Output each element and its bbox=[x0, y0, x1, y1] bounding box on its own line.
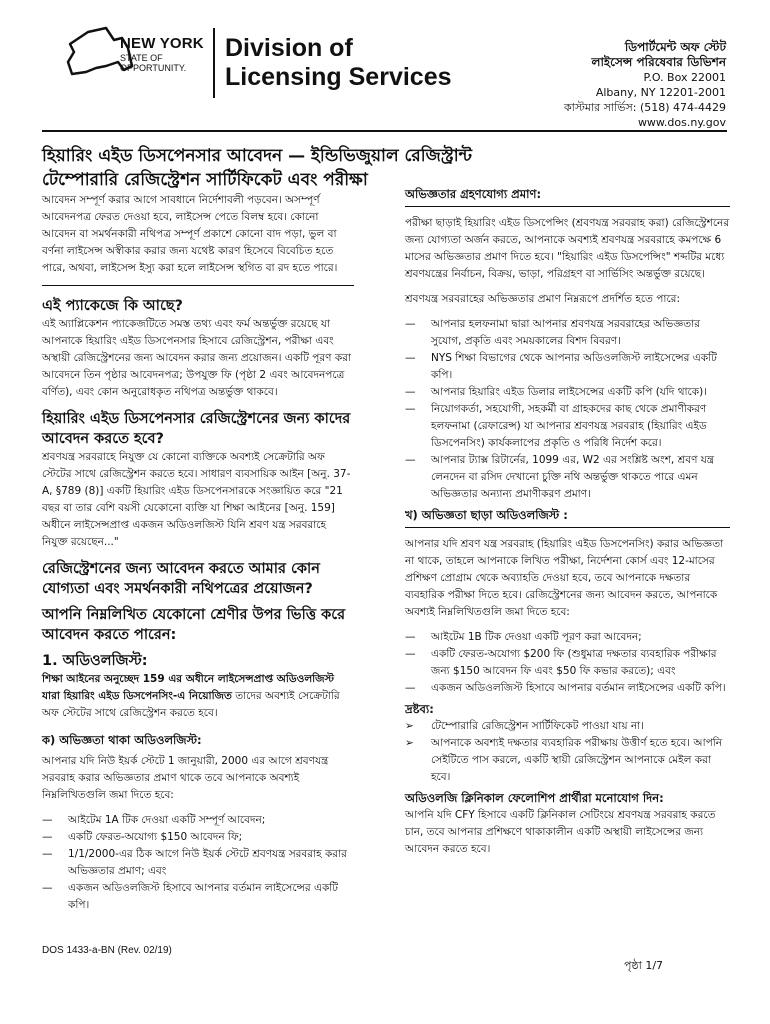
ka-list bbox=[42, 812, 354, 914]
ka-heading: ক) অভিজ্ঞতা থাকা অডিওলজিস্ট: bbox=[42, 733, 202, 747]
audiologist-heading: 1. অডিওলজিস্ট: bbox=[42, 653, 148, 669]
list-item: ➢ আপনাকে অবশ্যই দক্ষতার ব্যবহারিক পরীক্ষায় উত্তীর্ণ হতে হবে। আপনি সেইটিতে পাস করলে, একটি স্থায়ী রেজিস্ট্রেশন আপনাকে মেইল করা হবে। bbox=[405, 737, 723, 783]
kha-list bbox=[405, 629, 730, 697]
intro-paragraph: আবেদন সম্পূর্ণ করার আগে সাবধানে নির্দেশাবলী পড়বেন। অসম্পূর্ণ আবেদনপত্র ফেরত দেওয়া হবে, লাইসেন্স পেতে বিলম্ব হবে। কোনো আবেদন বা সমর্থনকারী নথিপত্র সম্পূর্ণ প্রকাশে কোনো বাদ পড়া, ভুল বা বর্ণনা লাইসেন্স অস্বীকার করার জন্য যথেষ্ট কারণ হিসেবে বিবেচিত হতে পারে, অথবা, লাইসেন্স ইস্যু করা হলে লাইসেন্স স্থগিত বা রদ হতে পারে। bbox=[42, 194, 338, 274]
arrow-bullet-icon: ➢ bbox=[405, 720, 414, 732]
city-line: Albany, NY 12201-2001 bbox=[595, 86, 726, 99]
list-item: — আপনার হিয়ারিং এইড ডিলার লাইসেন্সের একটি কপি (যদি থাকে)। bbox=[405, 384, 730, 401]
dash-icon: — bbox=[405, 386, 416, 398]
ka-paragraph: আপনার যদি নিউ ইয়র্ক স্টেটে 1 জানুয়ারী, 2000 এর আগে শ্রবণযন্ত্র সরবরাহ করার অভিজ্ঞতার প্রমাণ থাকে তবে আপনাকে অবশ্যই নিম্নলিখিতগুলি জমা দিতে হবে: bbox=[42, 755, 329, 801]
audiologist-paragraph bbox=[42, 671, 354, 722]
agency-name: Division of Licensing Services bbox=[225, 34, 452, 91]
kha-heading: খ) অভিজ্ঞতা ছাড়া অডিওলজিস্ট : bbox=[405, 508, 568, 522]
dash-icon: — bbox=[42, 814, 53, 826]
list-item: — একটি ফেরত-অযোগ্য $150 আবেদন ফি; bbox=[42, 829, 354, 846]
audiologist-rest-text: তাদের অবশ্যই সেক্রেটারি অফ স্টেটের সাথে রেজিস্ট্রেশন করতে হবে। bbox=[42, 690, 340, 719]
cfy-paragraph: আপনি যদি CFY হিসাবে একটি ক্লিনিকাল সেটিংয়ে শ্রবণযন্ত্র সরবরাহ করতে চান, তবে আপনার প্রশিক্ষণে থাকাকালীন একটি অস্থায়ী লাইসেন্সের জন্য আবেদন করতে হবে। bbox=[405, 809, 716, 855]
header-rule bbox=[42, 130, 727, 132]
proof-heading: অভিজ্ঞতার গ্রহণযোগ্য প্রমাণ: bbox=[405, 187, 542, 201]
list-item: — একটি ফেরত-অযোগ্য $200 ফি (শুধুমাত্র দক্ষতার ব্যবহারিক পরীক্ষার জন্য $150 আবেদন ফি এবং $50 ফি কভার করতে); এবং bbox=[405, 648, 717, 677]
ny-logo-title: NEW YORK bbox=[120, 35, 204, 52]
page-number: পৃষ্ঠা 1/7 bbox=[624, 959, 664, 972]
header-divider bbox=[213, 28, 215, 98]
categories-heading: আপনি নিম্নলিখিত যেকোনো শ্রেণীর উপর ভিত্তি করে আবেদন করতে পারেন: bbox=[42, 607, 346, 643]
section-divider bbox=[405, 206, 730, 207]
list-item: ➢ টেম্পোরারি রেজিস্ট্রেশন সার্টিফিকেট পাওয়া যায় না। bbox=[405, 718, 730, 735]
dash-icon: — bbox=[405, 454, 416, 466]
proof-list bbox=[405, 316, 730, 503]
dash-icon: — bbox=[42, 848, 53, 860]
list-item: — আইটেম 1B টিক দেওয়া একটি পূরণ করা আবেদন; bbox=[405, 629, 730, 646]
package-paragraph: এই অ্যাপ্লিকেশন প্যাকেজটিতে সমস্ত তথ্য এবং ফর্ম অন্তর্ভুক্ত রয়েছে যা আপনাকে হিয়ারিং এইড ডিসপেনসার হিসাবে রেজিস্ট্রেশন, পরীক্ষা এবং অস্থায়ী রেজিস্ট্রেশনের জন্য আবেদন করার জন্য প্রয়োজন। একটি পূরণ করা আবেদনে তিন পৃষ্ঠার আবেদনপত্র; উপযুক্ত ফি (পৃষ্ঠা 2 এবং আবেদনপত্রে বর্ণিত), এবং কোন অনুরোধকৃত নথিপত্র অন্তর্ভুক্ত থাকবে। bbox=[42, 318, 352, 398]
website-link[interactable]: www.dos.ny.gov bbox=[637, 116, 726, 129]
po-box: P.O. Box 22001 bbox=[643, 71, 726, 84]
who-paragraph: শ্রবণযন্ত্র সরবরাহে নিযুক্ত যে কোনো ব্যক্তিকে অবশ্যই সেক্রেটারি অফ স্টেটের সাথে রেজিস্ট্রেশন করতে হবে। সাধারণ ব্যবসায়িক আইন [অনু. 37-A, §789 (8)] একটি হিয়ারিং এইড ডিসপেনসারকে সংজ্ঞায়িত করে "21 বছর বা তার বেশি বয়সী যেকোনো ব্যক্তি যা শিক্ষা আইনের [অনু. 159] অধীনে লাইসেন্সপ্রাপ্ত একজন অডিওলজিস্ট যিনি শ্রবণ যন্ত্র সরবরাহে নিযুক্ত রয়েছেন..." bbox=[42, 451, 351, 548]
audiologist-bold-text: শিক্ষা আইনের অনুচ্ছেদ 159 এর অধীনে লাইসেন্সপ্রাপ্ত অডিওলজিস্ট যারা হিয়ারিং এইড ডিসপেনসিং-এ নিয়োজিত bbox=[42, 673, 335, 702]
list-item: — নিয়োগকর্তা, সহযোগী, সহকর্মী বা গ্রাহকদের কাছ থেকে প্রমাণীকরণ হলফনামা (রেফারেন্স) যা আপনার শ্রবণযন্ত্র সরবরাহ (হিয়ারিং এইড ডিসপেনসিং) কার্যকলাপের প্রকৃতি ও পরিধি নির্দেশ করে। bbox=[405, 403, 707, 449]
who-heading: হিয়ারিং এইড ডিসপেনসার রেজিস্ট্রেশনের জন্য কাদের আবেদন করতে হবে? bbox=[42, 411, 351, 447]
page-title: হিয়ারিং এইড ডিসপেনসার আবেদন — ইন্ডিভিজুয়াল রেজিস্ট্রান্ট টেম্পোরারি রেজিস্ট্রেশন সার্টিফিকেট এবং পরীক্ষা bbox=[42, 146, 473, 190]
note-list bbox=[405, 718, 730, 786]
package-heading: এই প্যাকেজে কি আছে? bbox=[42, 298, 183, 314]
left-column bbox=[42, 192, 354, 914]
form-id: DOS 1433-a-BN (Rev. 02/19) bbox=[42, 945, 172, 956]
list-item: — আপনার ট্যাক্স রিটার্নের, 1099 এর, W2 এর সংশ্লিষ্ট অংশ, শ্রবণ যন্ত্র লেনদেন বা রসিদ দেখানো চুক্তি নথি অন্তর্ভুক্ত থাকতে পারে এমন অভিজ্ঞতার অন্যান্য প্রমাণীকরণ প্রমাণ। bbox=[405, 454, 715, 500]
kha-paragraph: আপনার যদি শ্রবণ যন্ত্র সরবরাহ (হিয়ারিং এইড ডিসপেনসিং) করার অভিজ্ঞতা না থাকে, তাহলে আপনাকে লিখিত পরীক্ষা, নির্দেশনা কোর্স এবং 12-মাসের প্রশিক্ষণ প্রোগ্রাম থেকে অব্যাহতি দেওয়া হবে, তবে আপনাকে দক্ষতার ব্যবহারিক পরীক্ষা দিতে হবে। রেজিস্ট্রেশনের জন্য আবেদন করতে, আপনাকে অবশ্যই নিম্নলিখিতগুলি জমা দিতে হবে: bbox=[405, 538, 724, 618]
note-heading: দ্রষ্টব্য: bbox=[405, 702, 434, 716]
division-name: লাইসেন্স পরিষেবার ডিভিশন bbox=[591, 55, 726, 69]
dash-icon: — bbox=[42, 831, 53, 843]
department-name: ডিপার্টমেন্ট অফ স্টেট bbox=[624, 40, 726, 54]
customer-service-line: কাস্টমার সার্ভিস: (518) 474-4429 bbox=[563, 101, 726, 114]
dash-icon: — bbox=[405, 352, 416, 364]
department-address-block bbox=[564, 40, 726, 130]
dash-icon: — bbox=[405, 318, 416, 330]
cfy-heading: অডিওলজি ক্লিনিকাল ফেলোশিপ প্রার্থীরা মনোযোগ দিন: bbox=[405, 791, 664, 805]
dash-icon: — bbox=[405, 648, 416, 660]
qualify-heading: রেজিস্ট্রেশনের জন্য আবেদন করতে আমার কোন যোগ্যতা এবং সমর্থনকারী নথিপত্রের প্রয়োজন? bbox=[42, 561, 320, 597]
list-item: — আইটেম 1A টিক দেওয়া একটি সম্পূর্ণ আবেদন; bbox=[42, 812, 354, 829]
right-column bbox=[405, 186, 730, 866]
proof-paragraph-1: পরীক্ষা ছাড়াই হিয়ারিং এইড ডিসপেন্সিং (শ্রবণযন্ত্র সরবরাহ করা) রেজিস্ট্রেশনের জন্য যোগ্যতা অর্জন করতে, আপনাকে অবশ্যই শ্রবণযন্ত্র সরবরাহে কমপক্ষে 6 মাসের অভিজ্ঞতার প্রমাণ দিতে হবে। "হিয়ারিং এইড ডিসপেন্সিং" শব্দটির মধ্যে শ্রবণযন্ত্রের নির্বাচন, বিক্রয়, ভাড়া, পরিগ্রহণ বা সার্ভিসিং অন্তর্ভুক্ত রয়েছে। bbox=[405, 217, 730, 280]
dash-icon: — bbox=[405, 403, 416, 415]
proof-paragraph-2: শ্রবণযন্ত্র সরবরাহের অভিজ্ঞতার প্রমাণ নিম্নরূপে প্রদর্শিত হতে পারে: bbox=[405, 293, 680, 305]
list-item: — আপনার হলফনামা দ্বারা আপনার শ্রবণযন্ত্র সরবরাহের অভিজ্ঞতার সুযোগ, প্রকৃতি এবং সময়কালের বিশদ বিবরণ। bbox=[405, 318, 700, 347]
section-divider bbox=[42, 285, 354, 286]
dash-icon: — bbox=[42, 882, 53, 894]
list-item: — একজন অডিওলজিস্ট হিসাবে আপনার বর্তমান লাইসেন্সের একটি কপি। bbox=[42, 882, 339, 911]
arrow-bullet-icon: ➢ bbox=[405, 737, 414, 749]
section-divider bbox=[405, 527, 730, 528]
list-item: — 1/1/2000-এর ঠিক আগে নিউ ইয়র্ক স্টেটে শ্রবণযন্ত্র সরবরাহ করার অভিজ্ঞতার প্রমাণ; এবং bbox=[42, 848, 347, 877]
list-item: — NYS শিক্ষা বিভাগের থেকে আপনার অডিওলজিস্ট লাইসেন্সের একটি কপি। bbox=[405, 352, 717, 381]
list-item: — একজন অডিওলজিস্ট হিসাবে আপনার বর্তমান লাইসেন্সের একটি কপি। bbox=[405, 680, 730, 697]
ny-logo-subtitle: STATE OF OPPORTUNITY. bbox=[120, 53, 187, 73]
dash-icon: — bbox=[405, 631, 416, 643]
dash-icon: — bbox=[405, 682, 416, 694]
